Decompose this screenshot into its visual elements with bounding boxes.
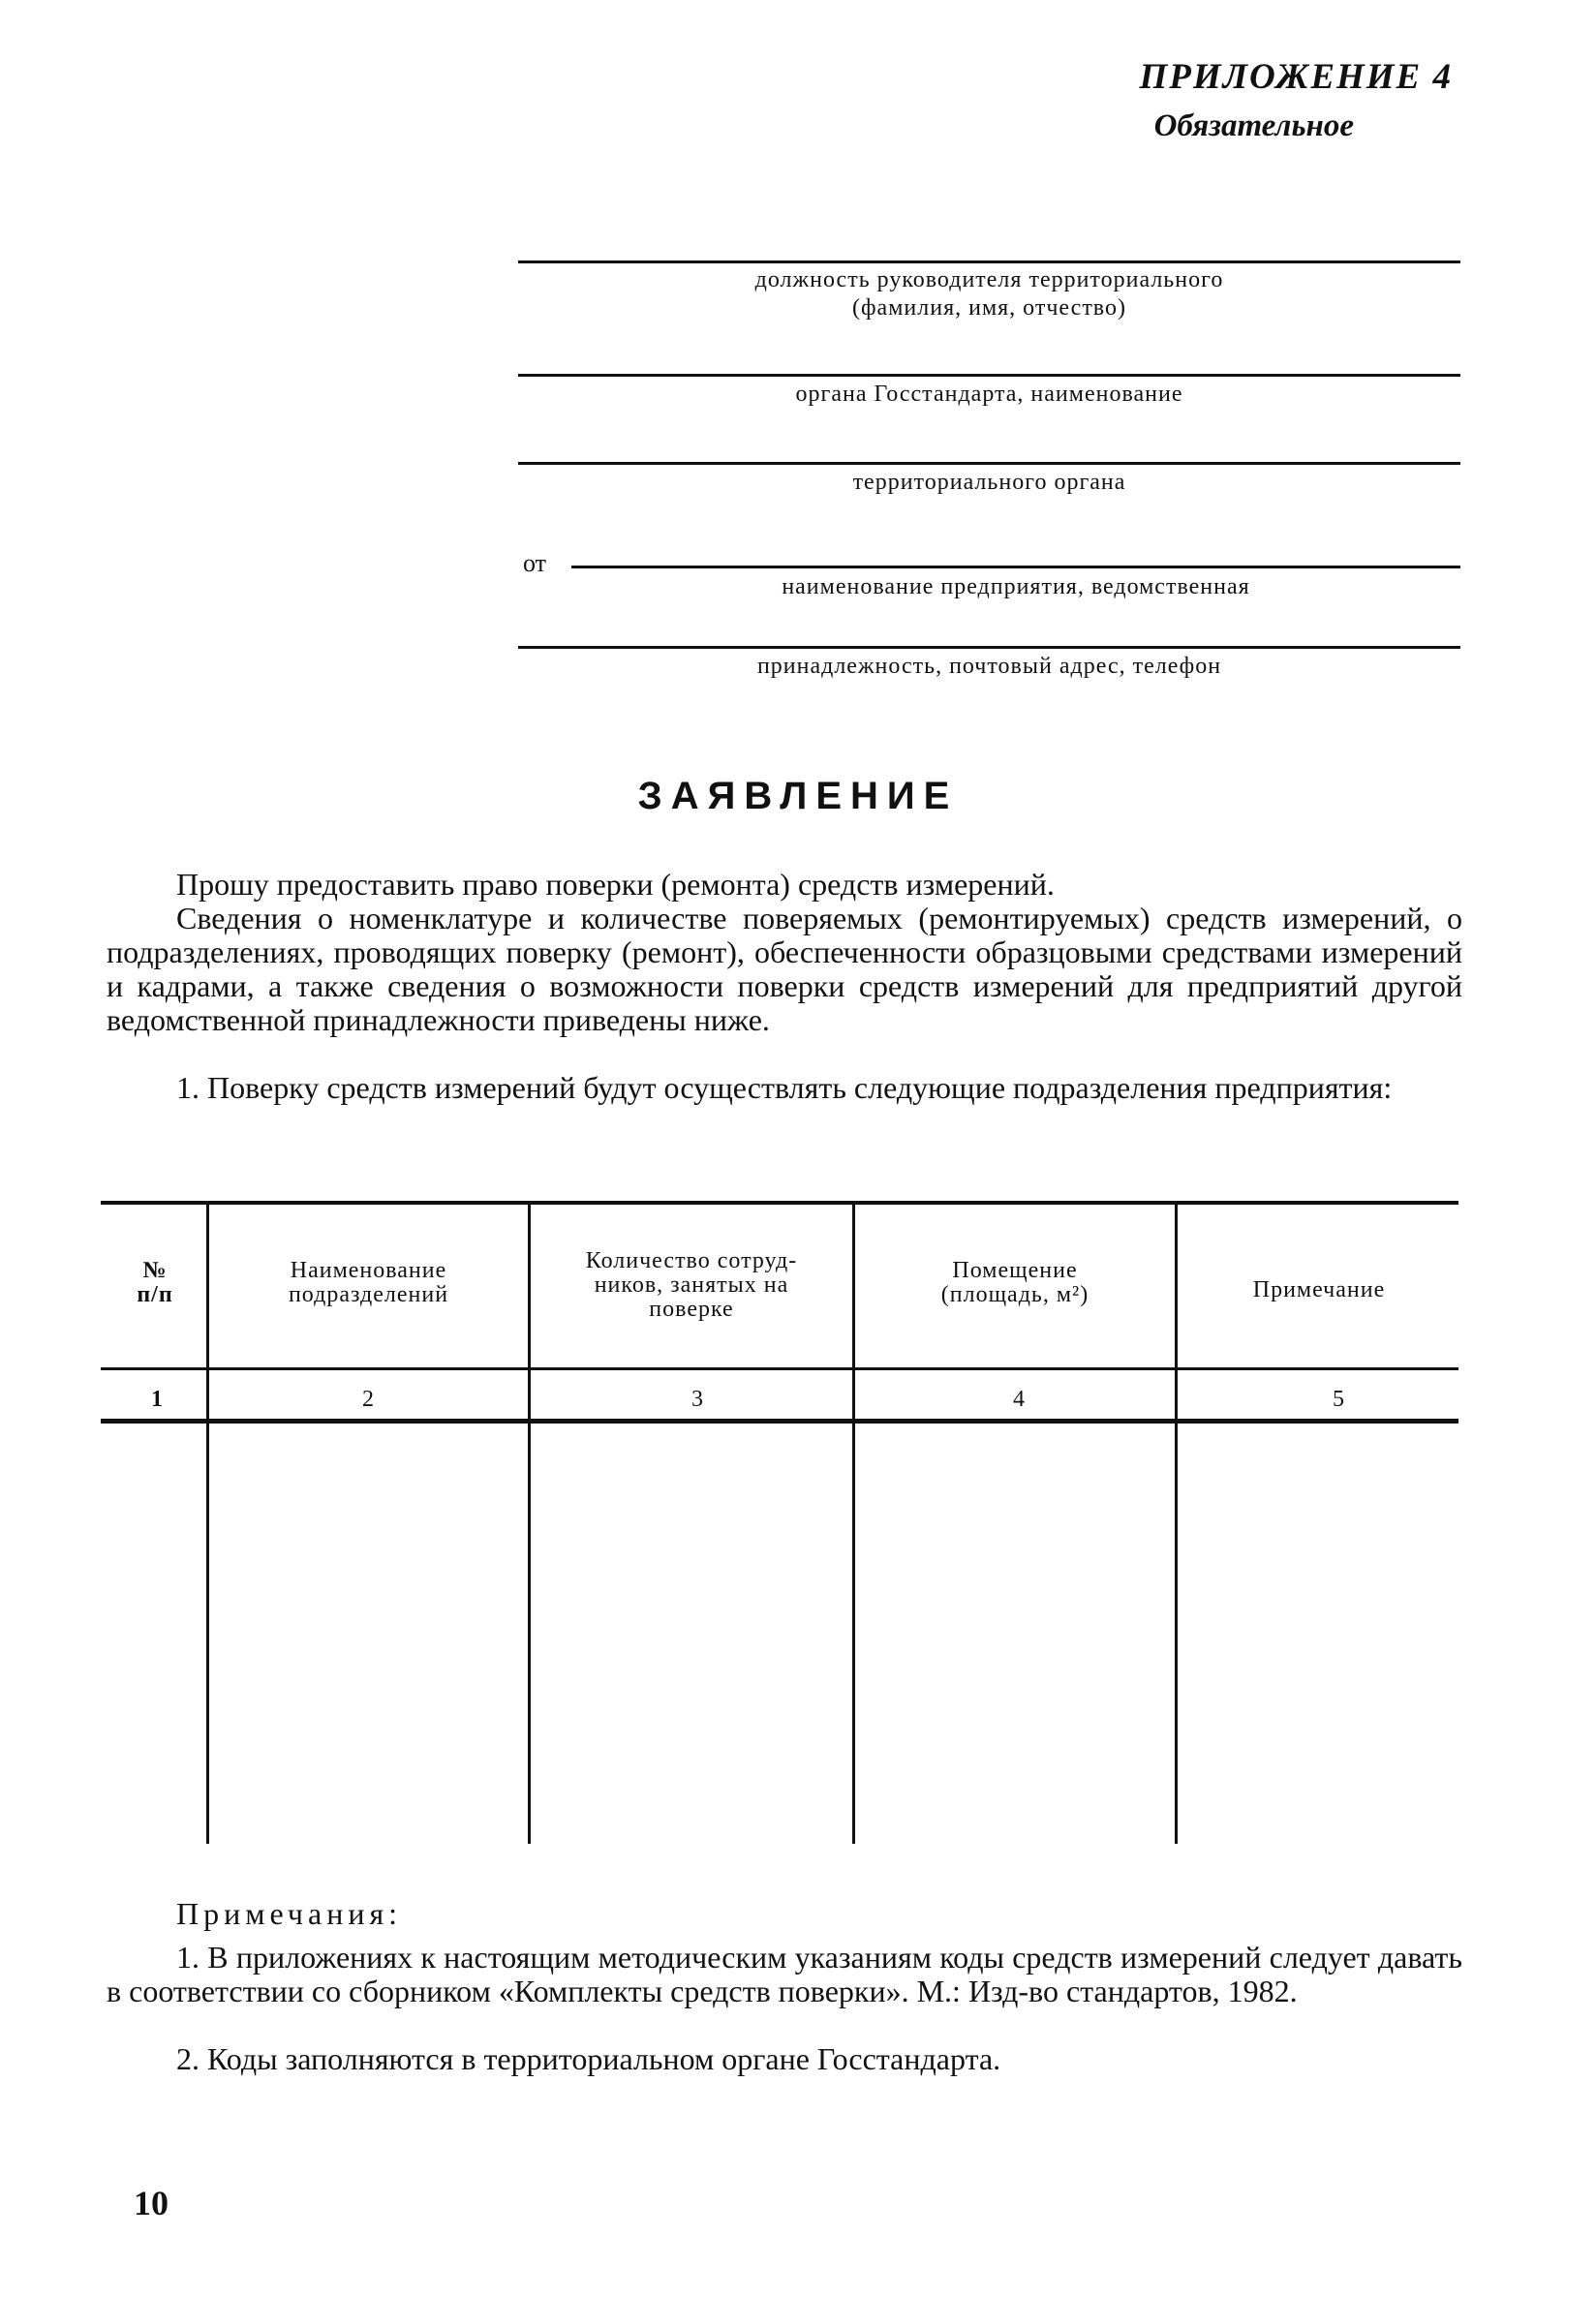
body-text: Прошу предоставить право поверки (ремонта) средств измерений. [176,867,1055,902]
field-line [571,566,1460,568]
table-rule-top [101,1201,1458,1205]
table-column-number: 1 [151,1387,163,1412]
field-caption-position: должность руководителя территориального (фамилия, имя, отчество) [754,267,1224,321]
note-text: 2. Коды заполняются в территориальном органе Госстандарта. [176,2041,1001,2076]
field-caption-body: органа Госстандарта, наименование [795,382,1183,407]
table-header-staff-count: Количество сотруд- ников, занятых на поверке [585,1248,798,1322]
table-header-unit-name: Наименование подразделений [288,1258,449,1307]
body-text: Сведения о номенклатуре и количестве поверяемых (ремонтируемых) средств измерений, о подразделениях, проводящих поверку (ремонт), обеспеченности образцовыми средствами измерений и кадрами, а также сведения о возможности поверки средств измерений для предприятий другой ведомственной принадлежности приведены ниже. [107,901,1462,1037]
document-title: ЗАЯВЛЕНИЕ [637,775,959,817]
table-col-divider [852,1205,855,1844]
table-rule-numbers [101,1419,1458,1424]
table-header-number: № п/п [137,1258,173,1307]
body-paragraph [107,868,1462,902]
field-caption-enterprise: наименование предприятия, ведомственная [782,574,1250,599]
field-caption-address: принадлежность, почтовый адрес, телефон [756,654,1222,679]
field-line [518,462,1460,465]
note-item [107,1941,1462,2008]
table-rule-header [101,1367,1458,1370]
annex-title: ПРИЛОЖЕНИЕ 4 [1139,57,1453,97]
page-number: 10 [134,2184,169,2222]
table-column-number: 4 [1013,1387,1025,1412]
body-paragraph [107,902,1462,1037]
table-col-divider [1175,1205,1178,1844]
table-header-remark: Примечание [1252,1277,1386,1302]
field-line [518,374,1460,377]
field-line [518,260,1460,263]
field-caption-territorial: территориального органа [852,470,1126,495]
table-column-number: 5 [1333,1387,1344,1412]
table-col-divider [528,1205,531,1844]
field-line [518,646,1460,649]
table-header-premises: Помещение (площадь, м²) [940,1258,1090,1307]
notes-title: Примечания: [176,1896,403,1931]
note-text: 1. В приложениях к настоящим методическим указаниям коды средств измерений следует давать в соответствии со сборником «Комплекты средств поверки». М.: Изд-во стандартов, 1982. [107,1940,1462,2008]
annex-status: Обязательное [1153,108,1354,143]
table-column-number: 3 [691,1387,703,1412]
from-label: от [523,549,547,577]
table-col-divider [206,1205,209,1844]
body-text: 1. Поверку средств измерений будут осуществлять следующие подразделения предприятия: [176,1070,1393,1105]
note-item [107,2042,1462,2076]
table-column-number: 2 [362,1387,374,1412]
body-paragraph [107,1071,1462,1105]
